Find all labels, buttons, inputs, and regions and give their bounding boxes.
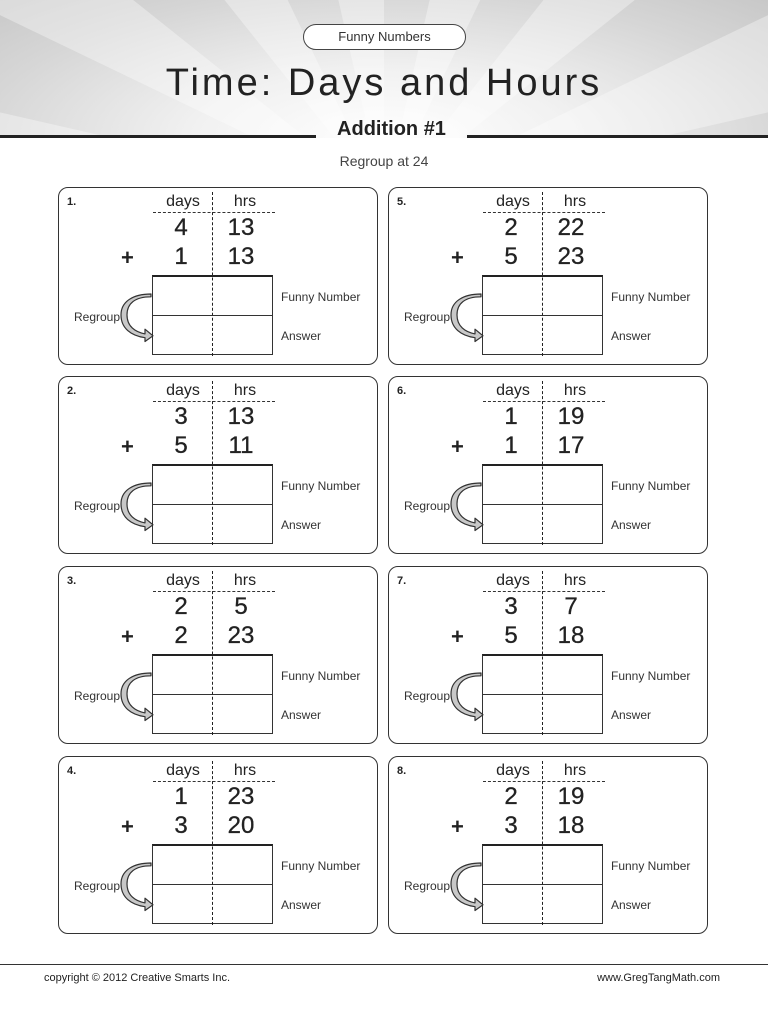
plus-sign: + — [451, 624, 464, 649]
problem-card — [58, 566, 378, 744]
addend2-days: 1 — [504, 432, 518, 459]
regroup-arrow-icon — [119, 672, 155, 722]
addend1-hrs: 19 — [557, 783, 585, 810]
addend2-hrs: 18 — [557, 812, 585, 839]
addend2-days: 5 — [174, 432, 188, 459]
addend2-days: 3 — [504, 812, 518, 839]
regroup-arrow-icon — [119, 293, 155, 343]
hrs-column-header: hrs — [563, 382, 587, 399]
plus-sign: + — [121, 814, 134, 839]
addend1-hrs: 13 — [227, 403, 255, 430]
funny-number-label: Funny Number — [281, 479, 361, 493]
hrs-column-header: hrs — [563, 193, 587, 210]
hrs-column-header: hrs — [233, 762, 257, 779]
problem-number: 6. — [397, 385, 407, 397]
addend1-hrs: 5 — [234, 593, 248, 620]
funny-number-label: Funny Number — [611, 859, 691, 873]
problem-number: 2. — [67, 385, 77, 397]
header-dashed-rule — [153, 401, 275, 402]
answer-label: Answer — [611, 708, 652, 722]
problem-number: 7. — [397, 575, 407, 587]
instruction-text: Regroup at 24 — [339, 153, 429, 169]
header-dashed-rule — [483, 401, 605, 402]
hrs-column-header: hrs — [233, 193, 257, 210]
addend2-hrs: 18 — [557, 622, 585, 649]
column-divider — [542, 381, 543, 545]
addend1-days: 4 — [174, 214, 188, 241]
problem-number: 4. — [67, 765, 77, 777]
addend2-hrs: 13 — [227, 243, 255, 270]
page-title: Time: Days and Hours — [165, 62, 603, 104]
addend2-hrs: 23 — [557, 243, 585, 270]
funny-number-label: Funny Number — [281, 290, 361, 304]
answer-label: Answer — [281, 708, 322, 722]
series-label: Funny Numbers — [303, 24, 466, 50]
regroup-arrow-icon — [449, 482, 485, 532]
header-dashed-rule — [483, 212, 605, 213]
addend1-days: 3 — [504, 593, 518, 620]
plus-sign: + — [121, 434, 134, 459]
funny-number-label: Funny Number — [611, 669, 691, 683]
regroup-label: Regroup — [74, 310, 121, 324]
footer-rule — [0, 964, 768, 965]
funny-number-label: Funny Number — [281, 859, 361, 873]
days-column-header: days — [166, 193, 200, 210]
header-dashed-rule — [153, 591, 275, 592]
regroup-arrow-icon — [449, 862, 485, 912]
column-divider — [542, 571, 543, 735]
days-column-header: days — [496, 762, 530, 779]
addend1-days: 2 — [174, 593, 188, 620]
addend1-hrs: 7 — [564, 593, 578, 620]
header-dashed-rule — [153, 212, 275, 213]
problem-number: 3. — [67, 575, 77, 587]
addend2-days: 5 — [504, 243, 518, 270]
addend1-days: 2 — [504, 783, 518, 810]
plus-sign: + — [451, 814, 464, 839]
plus-sign: + — [121, 624, 134, 649]
hrs-column-header: hrs — [233, 382, 257, 399]
addend2-days: 5 — [504, 622, 518, 649]
problem-card — [388, 756, 708, 934]
regroup-arrow-icon — [119, 482, 155, 532]
column-divider — [212, 381, 213, 545]
plus-sign: + — [121, 245, 134, 270]
answer-label: Answer — [611, 329, 652, 343]
days-column-header: days — [166, 572, 200, 589]
addend1-days: 1 — [504, 403, 518, 430]
funny-number-label: Funny Number — [281, 669, 361, 683]
answer-label: Answer — [611, 898, 652, 912]
regroup-label: Regroup — [404, 310, 451, 324]
addend1-days: 3 — [174, 403, 188, 430]
regroup-label: Regroup — [404, 879, 451, 893]
problem-card — [388, 376, 708, 554]
title-rule-right — [467, 135, 768, 138]
hrs-column-header: hrs — [233, 572, 257, 589]
regroup-arrow-icon — [119, 862, 155, 912]
header-dashed-rule — [153, 781, 275, 782]
funny-number-label: Funny Number — [611, 479, 691, 493]
header-dashed-rule — [483, 781, 605, 782]
days-column-header: days — [496, 193, 530, 210]
regroup-label: Regroup — [404, 689, 451, 703]
addend1-hrs: 23 — [227, 783, 255, 810]
regroup-arrow-icon — [449, 293, 485, 343]
addend1-hrs: 13 — [227, 214, 255, 241]
addend2-days: 2 — [174, 622, 188, 649]
title-rule-left — [0, 135, 316, 138]
funny-number-label: Funny Number — [611, 290, 691, 304]
days-column-header: days — [496, 382, 530, 399]
column-divider — [212, 571, 213, 735]
problem-card — [388, 566, 708, 744]
regroup-label: Regroup — [404, 499, 451, 513]
column-divider — [212, 192, 213, 356]
addend1-days: 2 — [504, 214, 518, 241]
problem-number: 5. — [397, 196, 407, 208]
regroup-label: Regroup — [74, 879, 121, 893]
copyright-text: copyright © 2012 Creative Smarts Inc. — [44, 972, 231, 984]
addend2-hrs: 11 — [228, 432, 254, 459]
days-column-header: days — [166, 762, 200, 779]
regroup-arrow-icon — [449, 672, 485, 722]
header-dashed-rule — [483, 591, 605, 592]
worksheet-subtitle: Addition #1 — [337, 118, 446, 140]
answer-label: Answer — [281, 518, 322, 532]
addend2-days: 1 — [174, 243, 188, 270]
problem-card — [58, 376, 378, 554]
addend2-days: 3 — [174, 812, 188, 839]
problem-card — [58, 756, 378, 934]
regroup-label: Regroup — [74, 499, 121, 513]
problem-number: 8. — [397, 765, 407, 777]
regroup-label: Regroup — [74, 689, 121, 703]
days-column-header: days — [166, 382, 200, 399]
column-divider — [542, 761, 543, 925]
column-divider — [542, 192, 543, 356]
addend1-hrs: 19 — [557, 403, 585, 430]
answer-label: Answer — [281, 898, 322, 912]
addend1-days: 1 — [174, 783, 188, 810]
addend2-hrs: 23 — [227, 622, 255, 649]
plus-sign: + — [451, 245, 464, 270]
hrs-column-header: hrs — [563, 572, 587, 589]
problem-card — [388, 187, 708, 365]
hrs-column-header: hrs — [563, 762, 587, 779]
answer-label: Answer — [611, 518, 652, 532]
answer-label: Answer — [281, 329, 322, 343]
addend2-hrs: 20 — [227, 812, 255, 839]
problem-number: 1. — [67, 196, 77, 208]
days-column-header: days — [496, 572, 530, 589]
problem-card — [58, 187, 378, 365]
addend2-hrs: 17 — [557, 432, 585, 459]
addend1-hrs: 22 — [557, 214, 585, 241]
website-link[interactable]: www.GregTangMath.com — [597, 972, 720, 984]
column-divider — [212, 761, 213, 925]
plus-sign: + — [451, 434, 464, 459]
